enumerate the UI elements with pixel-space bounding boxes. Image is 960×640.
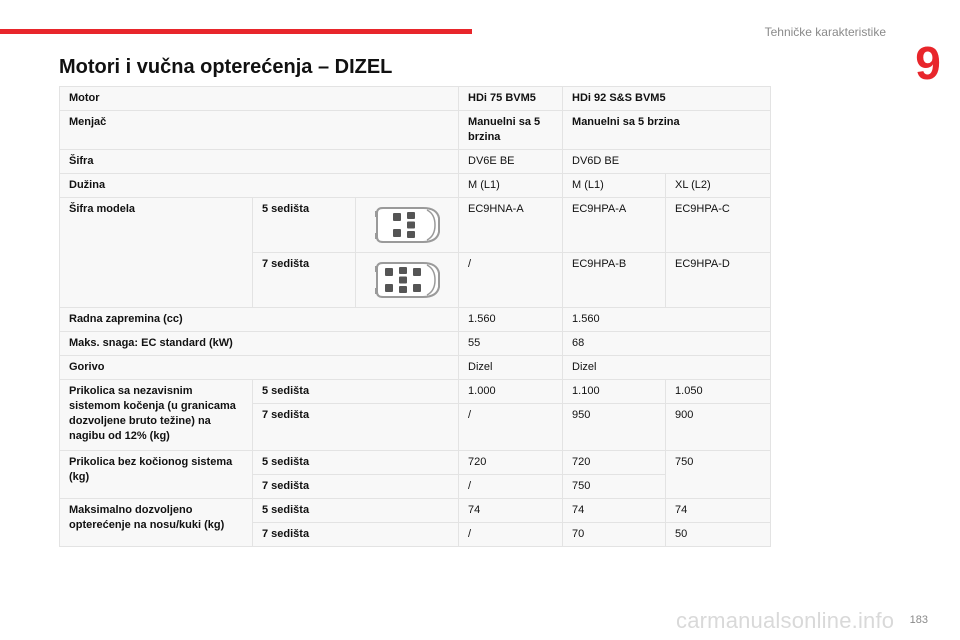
prikolica-bez-seats5-value-2: 720 bbox=[563, 451, 666, 475]
prikolica-bez-seats5-label: 5 sedišta bbox=[253, 451, 459, 475]
sifra-modela-label: Šifra modela bbox=[60, 198, 253, 308]
motor-value-1: HDi 75 BVM5 bbox=[459, 87, 563, 111]
prikolica-kocenje-seats7-value-2: 950 bbox=[563, 404, 666, 451]
van-5-seats-svg bbox=[371, 204, 443, 246]
prikolica-kocenje-seats7-value-3: 900 bbox=[666, 404, 771, 451]
gorivo-value-2: Dizel bbox=[563, 356, 771, 380]
gorivo-label: Gorivo bbox=[60, 356, 459, 380]
zapremina-label: Radna zapremina (cc) bbox=[60, 308, 459, 332]
header-red-bar bbox=[0, 29, 472, 34]
motor-value-2: HDi 92 S&S BVM5 bbox=[563, 87, 771, 111]
table-row bbox=[60, 451, 771, 475]
table-row bbox=[60, 174, 771, 198]
van-5-seats-icon bbox=[356, 198, 459, 253]
prikolica-kocenje-seats5-value-1: 1.000 bbox=[459, 380, 563, 404]
seats7-model-value-3: EC9HPA-D bbox=[666, 253, 771, 308]
prikolica-bez-label: Prikolica bez kočionog sistema (kg) bbox=[60, 451, 253, 499]
prikolica-bez-seats7-label: 7 sedišta bbox=[253, 475, 459, 499]
snaga-value-2: 68 bbox=[563, 332, 771, 356]
nosu-seats7-value-2: 70 bbox=[563, 523, 666, 547]
sifra-value-1: DV6E BE bbox=[459, 150, 563, 174]
table-row bbox=[60, 111, 771, 150]
table-row bbox=[60, 380, 771, 404]
table-row bbox=[60, 332, 771, 356]
table-row bbox=[60, 150, 771, 174]
duzina-label: Dužina bbox=[60, 174, 459, 198]
table-row bbox=[60, 87, 771, 111]
van-7-seats-icon bbox=[356, 253, 459, 308]
prikolica-kocenje-seats5-value-2: 1.100 bbox=[563, 380, 666, 404]
sifra-label: Šifra bbox=[60, 150, 459, 174]
page-number: 183 bbox=[909, 614, 928, 626]
sifra-value-2: DV6D BE bbox=[563, 150, 771, 174]
duzina-value-2: M (L1) bbox=[563, 174, 666, 198]
zapremina-value-1: 1.560 bbox=[459, 308, 563, 332]
seats5-model-value-3: EC9HPA-C bbox=[666, 198, 771, 253]
table-row bbox=[60, 499, 771, 523]
snaga-label: Maks. snaga: EC standard (kW) bbox=[60, 332, 459, 356]
prikolica-kocenje-label: Prikolica sa nezavisnim sistemom kočenja (u granicama dozvoljene bruto težine) na nagibu od 12% (kg) bbox=[60, 380, 253, 451]
watermark: carmanualsonline.info bbox=[676, 608, 895, 633]
page-title: Motori i vučna opterećenja – DIZEL bbox=[59, 56, 393, 78]
menjac-value-1: Manuelni sa 5 brzina bbox=[459, 111, 563, 150]
zapremina-value-2: 1.560 bbox=[563, 308, 771, 332]
motor-label: Motor bbox=[60, 87, 459, 111]
prikolica-bez-seats7-value-2: 750 bbox=[563, 475, 666, 499]
menjac-label: Menjač bbox=[60, 111, 459, 150]
prikolica-kocenje-seats5-value-3: 1.050 bbox=[666, 380, 771, 404]
seats7-model-value-1: / bbox=[459, 253, 563, 308]
table-row bbox=[60, 356, 771, 380]
nosu-seats5-value-1: 74 bbox=[459, 499, 563, 523]
van-7-seats-svg bbox=[371, 259, 443, 301]
chapter-title: Tehničke karakteristike bbox=[764, 25, 886, 39]
engine-spec-table bbox=[59, 86, 771, 547]
prikolica-kocenje-seats7-value-1: / bbox=[459, 404, 563, 451]
seats5-model-value-1: EC9HNA-A bbox=[459, 198, 563, 253]
nosu-seats7-label: 7 sedišta bbox=[253, 523, 459, 547]
prikolica-kocenje-seats7-label: 7 sedišta bbox=[253, 404, 459, 451]
duzina-value-1: M (L1) bbox=[459, 174, 563, 198]
nosu-seats5-value-2: 74 bbox=[563, 499, 666, 523]
prikolica-bez-seats5-value-1: 720 bbox=[459, 451, 563, 475]
nosu-seats5-value-3: 74 bbox=[666, 499, 771, 523]
nosu-seats7-value-1: / bbox=[459, 523, 563, 547]
seats5-label: 5 sedišta bbox=[253, 198, 356, 253]
nosu-seats7-value-3: 50 bbox=[666, 523, 771, 547]
nosu-seats5-label: 5 sedišta bbox=[253, 499, 459, 523]
nosu-label: Maksimalno dozvoljeno opterećenje na nosu/kuki (kg) bbox=[60, 499, 253, 547]
table-row bbox=[60, 198, 771, 253]
seats7-model-value-2: EC9HPA-B bbox=[563, 253, 666, 308]
chapter-number: 9 bbox=[915, 37, 941, 89]
table-row bbox=[60, 308, 771, 332]
duzina-value-3: XL (L2) bbox=[666, 174, 771, 198]
snaga-value-1: 55 bbox=[459, 332, 563, 356]
prikolica-bez-value-3: 750 bbox=[666, 451, 771, 499]
seats7-label: 7 sedišta bbox=[253, 253, 356, 308]
gorivo-value-1: Dizel bbox=[459, 356, 563, 380]
seats5-model-value-2: EC9HPA-A bbox=[563, 198, 666, 253]
menjac-value-2: Manuelni sa 5 brzina bbox=[563, 111, 771, 150]
prikolica-kocenje-seats5-label: 5 sedišta bbox=[253, 380, 459, 404]
prikolica-bez-seats7-value-1: / bbox=[459, 475, 563, 499]
